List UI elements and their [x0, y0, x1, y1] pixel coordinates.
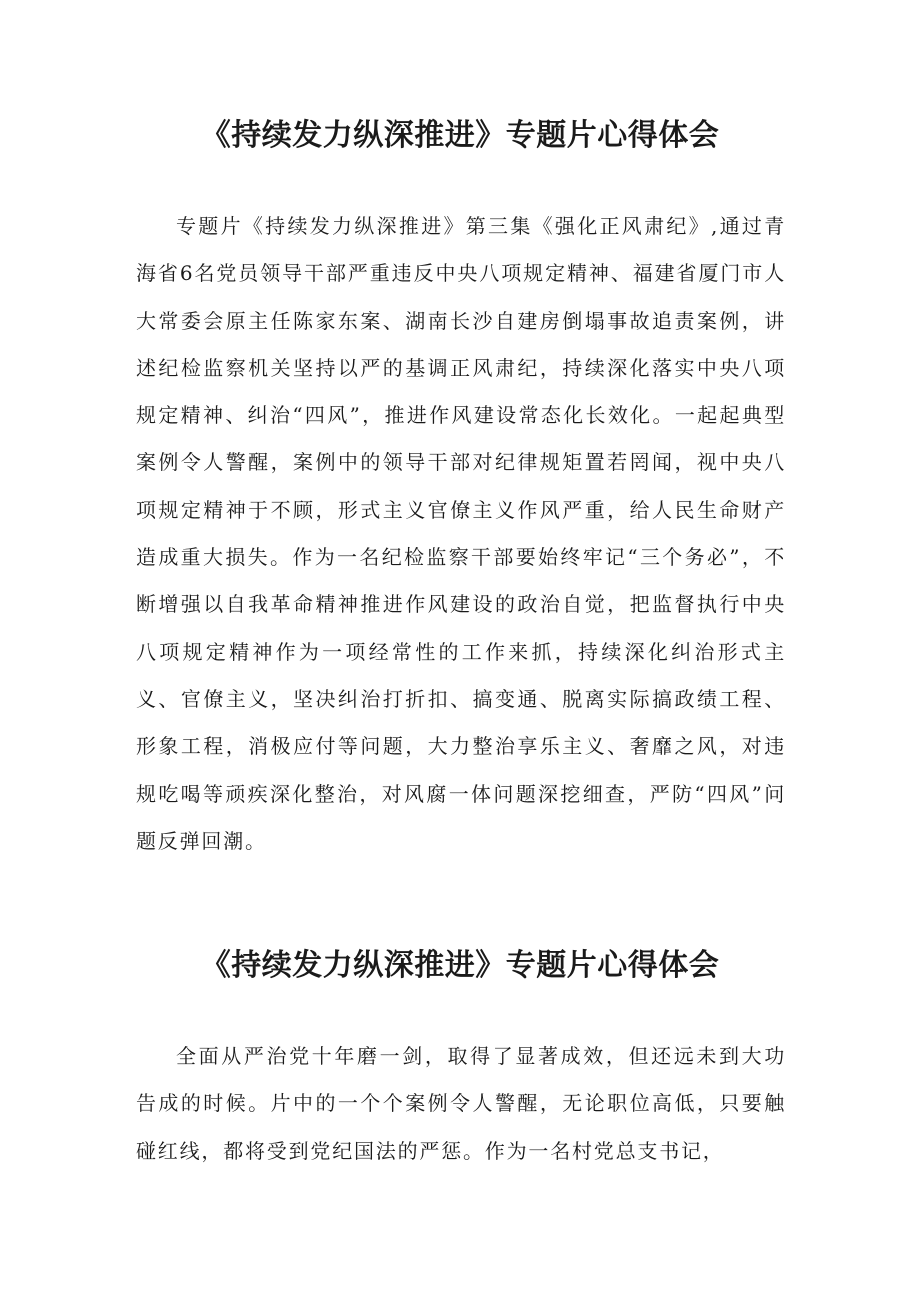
section-2-body: 全面从严治党十年磨一剑，取得了显著成效，但还远未到大功告成的时候。片中的一个个案例令人警醒，无论职位高低，只要触碰红线，都将受到党纪国法的严惩。作为一名村党总支书记， [136, 1044, 786, 1163]
section-2-title: 《持续发力纵深推进》专题片心得体会 [200, 948, 720, 983]
section-1-body: 专题片《持续发力纵深推进》第三集《强化正风肃纪》,通过青海省6名党员领导干部严重违反中央八项规定精神、福建省厦门市人大常委会原主任陈家东案、湖南长沙自建房倒塌事故追责案例，讲述纪检监察机关坚持以严的基调正风肃纪，持续深化落实中央八项规定精神、纠治“四风”，推进作风建设常态化长效化。一起起典型案例令人警醒，案例中的领导干部对纪律规矩置若罔闻，视中央八项规定精神于不顾，形式主义官僚主义作风严重，给人民生命财产造成重大损失。作为一名纪检监察干部要始终牢记“三个务必”，不断增强以自我革命精神推进作风建设的政治自觉，把监督执行中央八项规定精神作为一项经常性的工作来抓，持续深化纠治形式主义、官僚主义，坚决纠治打折扣、搞变通、脱离实际搞政绩工程、形象工程，消极应付等问题，大力整治享乐主义、奢靡之风，对违规吃喝等顽疾深化整治，对风腐一体问题深挖细查，严防“四风”问题反弹回潮。 [136, 214, 786, 853]
section-1-title: 《持续发力纵深推进》专题片心得体会 [200, 118, 720, 153]
